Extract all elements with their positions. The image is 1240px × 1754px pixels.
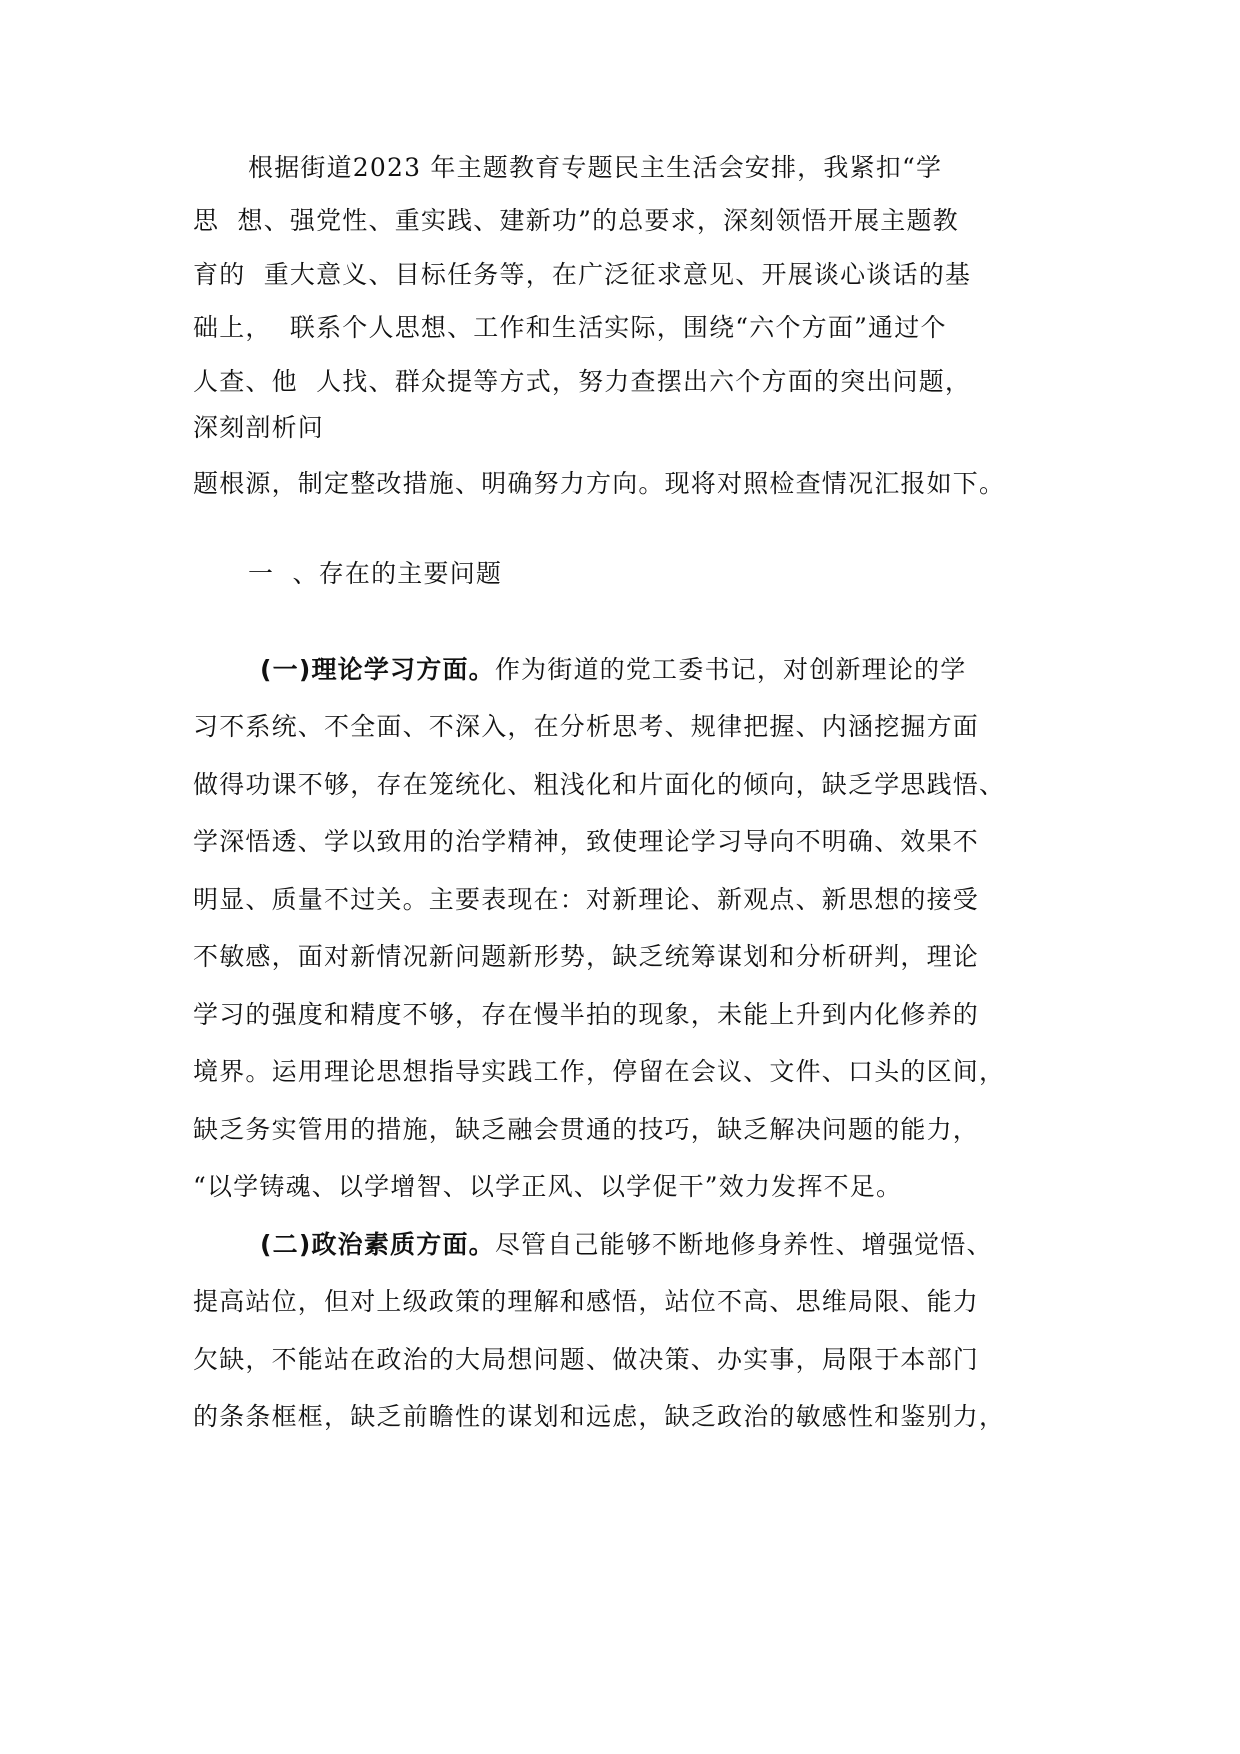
item2-line: 提高站位，但对上级政策的理解和感悟，站位不高、思维局限、能力	[193, 1287, 980, 1316]
item1-heading: (一)理论学习方面。	[260, 655, 495, 684]
item1-line: 境界。运用理论思想指导实践工作，停留在会议、文件、口头的区间，	[193, 1057, 1006, 1086]
item2-first-line	[260, 1227, 993, 1263]
item1-line: 学习的强度和精度不够，存在慢半拍的现象，未能上升到内化修养的	[193, 1000, 980, 1029]
item1-line: 明显、质量不过关。主要表现在：对新理论、新观点、新思想的接受	[193, 885, 980, 914]
item1-line: 不敏感，面对新情况新问题新形势，缺乏统筹谋划和分析研判，理论	[193, 942, 980, 971]
intro-line: 题根源，制定整改措施、明确努力方向。现将对照检查情况汇报如下。	[193, 469, 1006, 498]
intro-line: 深刻剖析问	[193, 413, 325, 442]
item2-heading: (二)政治素质方面。	[260, 1230, 495, 1259]
intro-line: 础上， 联系个人思想、工作和生活实际，围绕“六个方面”通过个	[193, 313, 947, 342]
item1-line: 做得功课不够，存在笼统化、粗浅化和片面化的倾向，缺乏学思践悟、	[193, 770, 1006, 799]
intro-line: 育的 重大意义、目标任务等，在广泛征求意见、开展谈心谈话的基	[193, 260, 972, 289]
item1-first-line-text: 作为街道的党工委书记，对创新理论的学	[494, 655, 967, 684]
item1-line: 学深悟透、学以致用的治学精神，致使理论学习导向不明确、效果不	[193, 827, 980, 856]
intro-line: 人查、他 人找、群众提等方式，努力查摆出六个方面的突出问题，	[193, 367, 972, 396]
item1-line: “以学铸魂、以学增智、以学正风、以学促干”效力发挥不足。	[193, 1172, 903, 1201]
item2-first-line-text: 尽管自己能够不断地修身养性、增强觉悟、	[494, 1230, 993, 1259]
item1-line: 缺乏务实管用的措施，缺乏融会贯通的技巧，缺乏解决问题的能力，	[193, 1115, 980, 1144]
intro-line: 思 想、强党性、重实践、建新功”的总要求，深刻领悟开展主题教	[193, 206, 959, 235]
item1-line: 习不系统、不全面、不深入，在分析思考、规律把握、内涵挖掘方面	[193, 712, 980, 741]
item1-first-line	[260, 652, 966, 688]
intro-line: 根据街道2023 年主题教育专题民主生活会安排，我紧扣“学	[248, 153, 943, 182]
item2-line: 欠缺，不能站在政治的大局想问题、做决策、办实事，局限于本部门	[193, 1345, 980, 1374]
item2-line: 的条条框框，缺乏前瞻性的谋划和远虑，缺乏政治的敏感性和鉴别力，	[193, 1402, 1006, 1431]
section-heading: 一 、存在的主要问题	[248, 559, 503, 588]
